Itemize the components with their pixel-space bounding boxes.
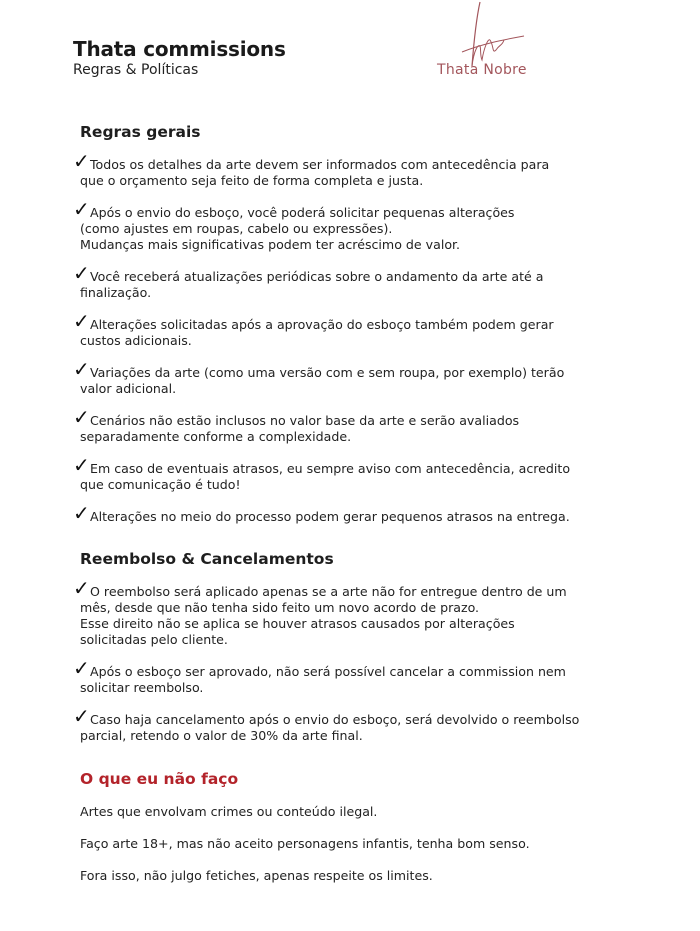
list-item-line: Esse direito não se aplica se houver atrasos causados por alterações [80, 616, 515, 631]
list-item-line: que o orçamento seja feito de forma completa e justa. [80, 173, 424, 188]
section-title-dont: O que eu não faço [80, 770, 239, 788]
list-item [80, 205, 620, 253]
check-icon: ✓ [73, 453, 90, 477]
list-item-line: parcial, retendo o valor de 30% da arte final. [80, 728, 363, 743]
list-item-line: custos adicionais. [80, 333, 192, 348]
check-icon: ✓ [73, 501, 90, 525]
list-item-line: O reembolso será aplicado apenas se a arte não for entregue dentro de um [90, 584, 567, 599]
check-icon: ✓ [73, 357, 90, 381]
list-item [80, 584, 620, 648]
list-item-line: valor adicional. [80, 381, 177, 396]
list-item-line: que comunicação é tudo! [80, 477, 241, 492]
list-item-line: mês, desde que não tenha sido feito um novo acordo de prazo. [80, 600, 480, 615]
list-item [80, 413, 620, 445]
list-item-line: Cenários não estão inclusos no valor base da arte e serão avaliados [90, 413, 520, 428]
section-title-refund: Reembolso & Cancelamentos [80, 550, 334, 568]
list-item-line: Após o envio do esboço, você poderá solicitar pequenas alterações [90, 205, 515, 220]
list-item-line: solicitar reembolso. [80, 680, 204, 695]
list-item [80, 509, 620, 525]
check-icon: ✓ [73, 261, 90, 285]
dont-line: Artes que envolvam crimes ou conteúdo ilegal. [80, 804, 378, 819]
list-item [80, 712, 620, 744]
list-item [80, 461, 620, 493]
check-icon: ✓ [73, 309, 90, 333]
check-icon: ✓ [73, 704, 90, 728]
list-item-line: Alterações no meio do processo podem gerar pequenos atrasos na entrega. [90, 509, 570, 524]
list-item-line: Caso haja cancelamento após o envio do esboço, será devolvido o reembolso [90, 712, 580, 727]
logo-text: Thata Nobre [437, 62, 527, 78]
check-icon: ✓ [73, 149, 90, 173]
section-title-general: Regras gerais [80, 123, 201, 141]
check-icon: ✓ [73, 576, 90, 600]
check-icon: ✓ [73, 656, 90, 680]
list-item-line: Variações da arte (como uma versão com e sem roupa, por exemplo) terão [90, 365, 565, 380]
list-item-line: Após o esboço ser aprovado, não será possível cancelar a commission nem [90, 664, 566, 679]
page-subtitle: Regras & Políticas [73, 62, 199, 78]
list-item [80, 365, 620, 397]
dont-line: Fora isso, não julgo fetiches, apenas respeite os limites. [80, 868, 433, 883]
check-icon: ✓ [73, 197, 90, 221]
list-item-line: Mudanças mais significativas podem ter acréscimo de valor. [80, 237, 461, 252]
list-item-line: separadamente conforme a complexidade. [80, 429, 352, 444]
list-item-line: finalização. [80, 285, 152, 300]
dont-line: Faço arte 18+, mas não aceito personagens infantis, tenha bom senso. [80, 836, 530, 851]
list-item-line: Em caso de eventuais atrasos, eu sempre aviso com antecedência, acredito [90, 461, 571, 476]
list-item-line: Todos os detalhes da arte devem ser informados com antecedência para [90, 157, 550, 172]
list-item [80, 317, 620, 349]
list-item [80, 269, 620, 301]
page-title: Thata commissions [73, 37, 286, 61]
list-item-line: Você receberá atualizações periódicas sobre o andamento da arte até a [90, 269, 544, 284]
list-item-line: solicitadas pelo cliente. [80, 632, 228, 647]
list-item-line: Alterações solicitadas após a aprovação do esboço também podem gerar [90, 317, 554, 332]
list-item [80, 157, 620, 189]
check-icon: ✓ [73, 405, 90, 429]
list-item-line: (como ajustes em roupas, cabelo ou expressões). [80, 221, 393, 236]
list-item [80, 664, 620, 696]
